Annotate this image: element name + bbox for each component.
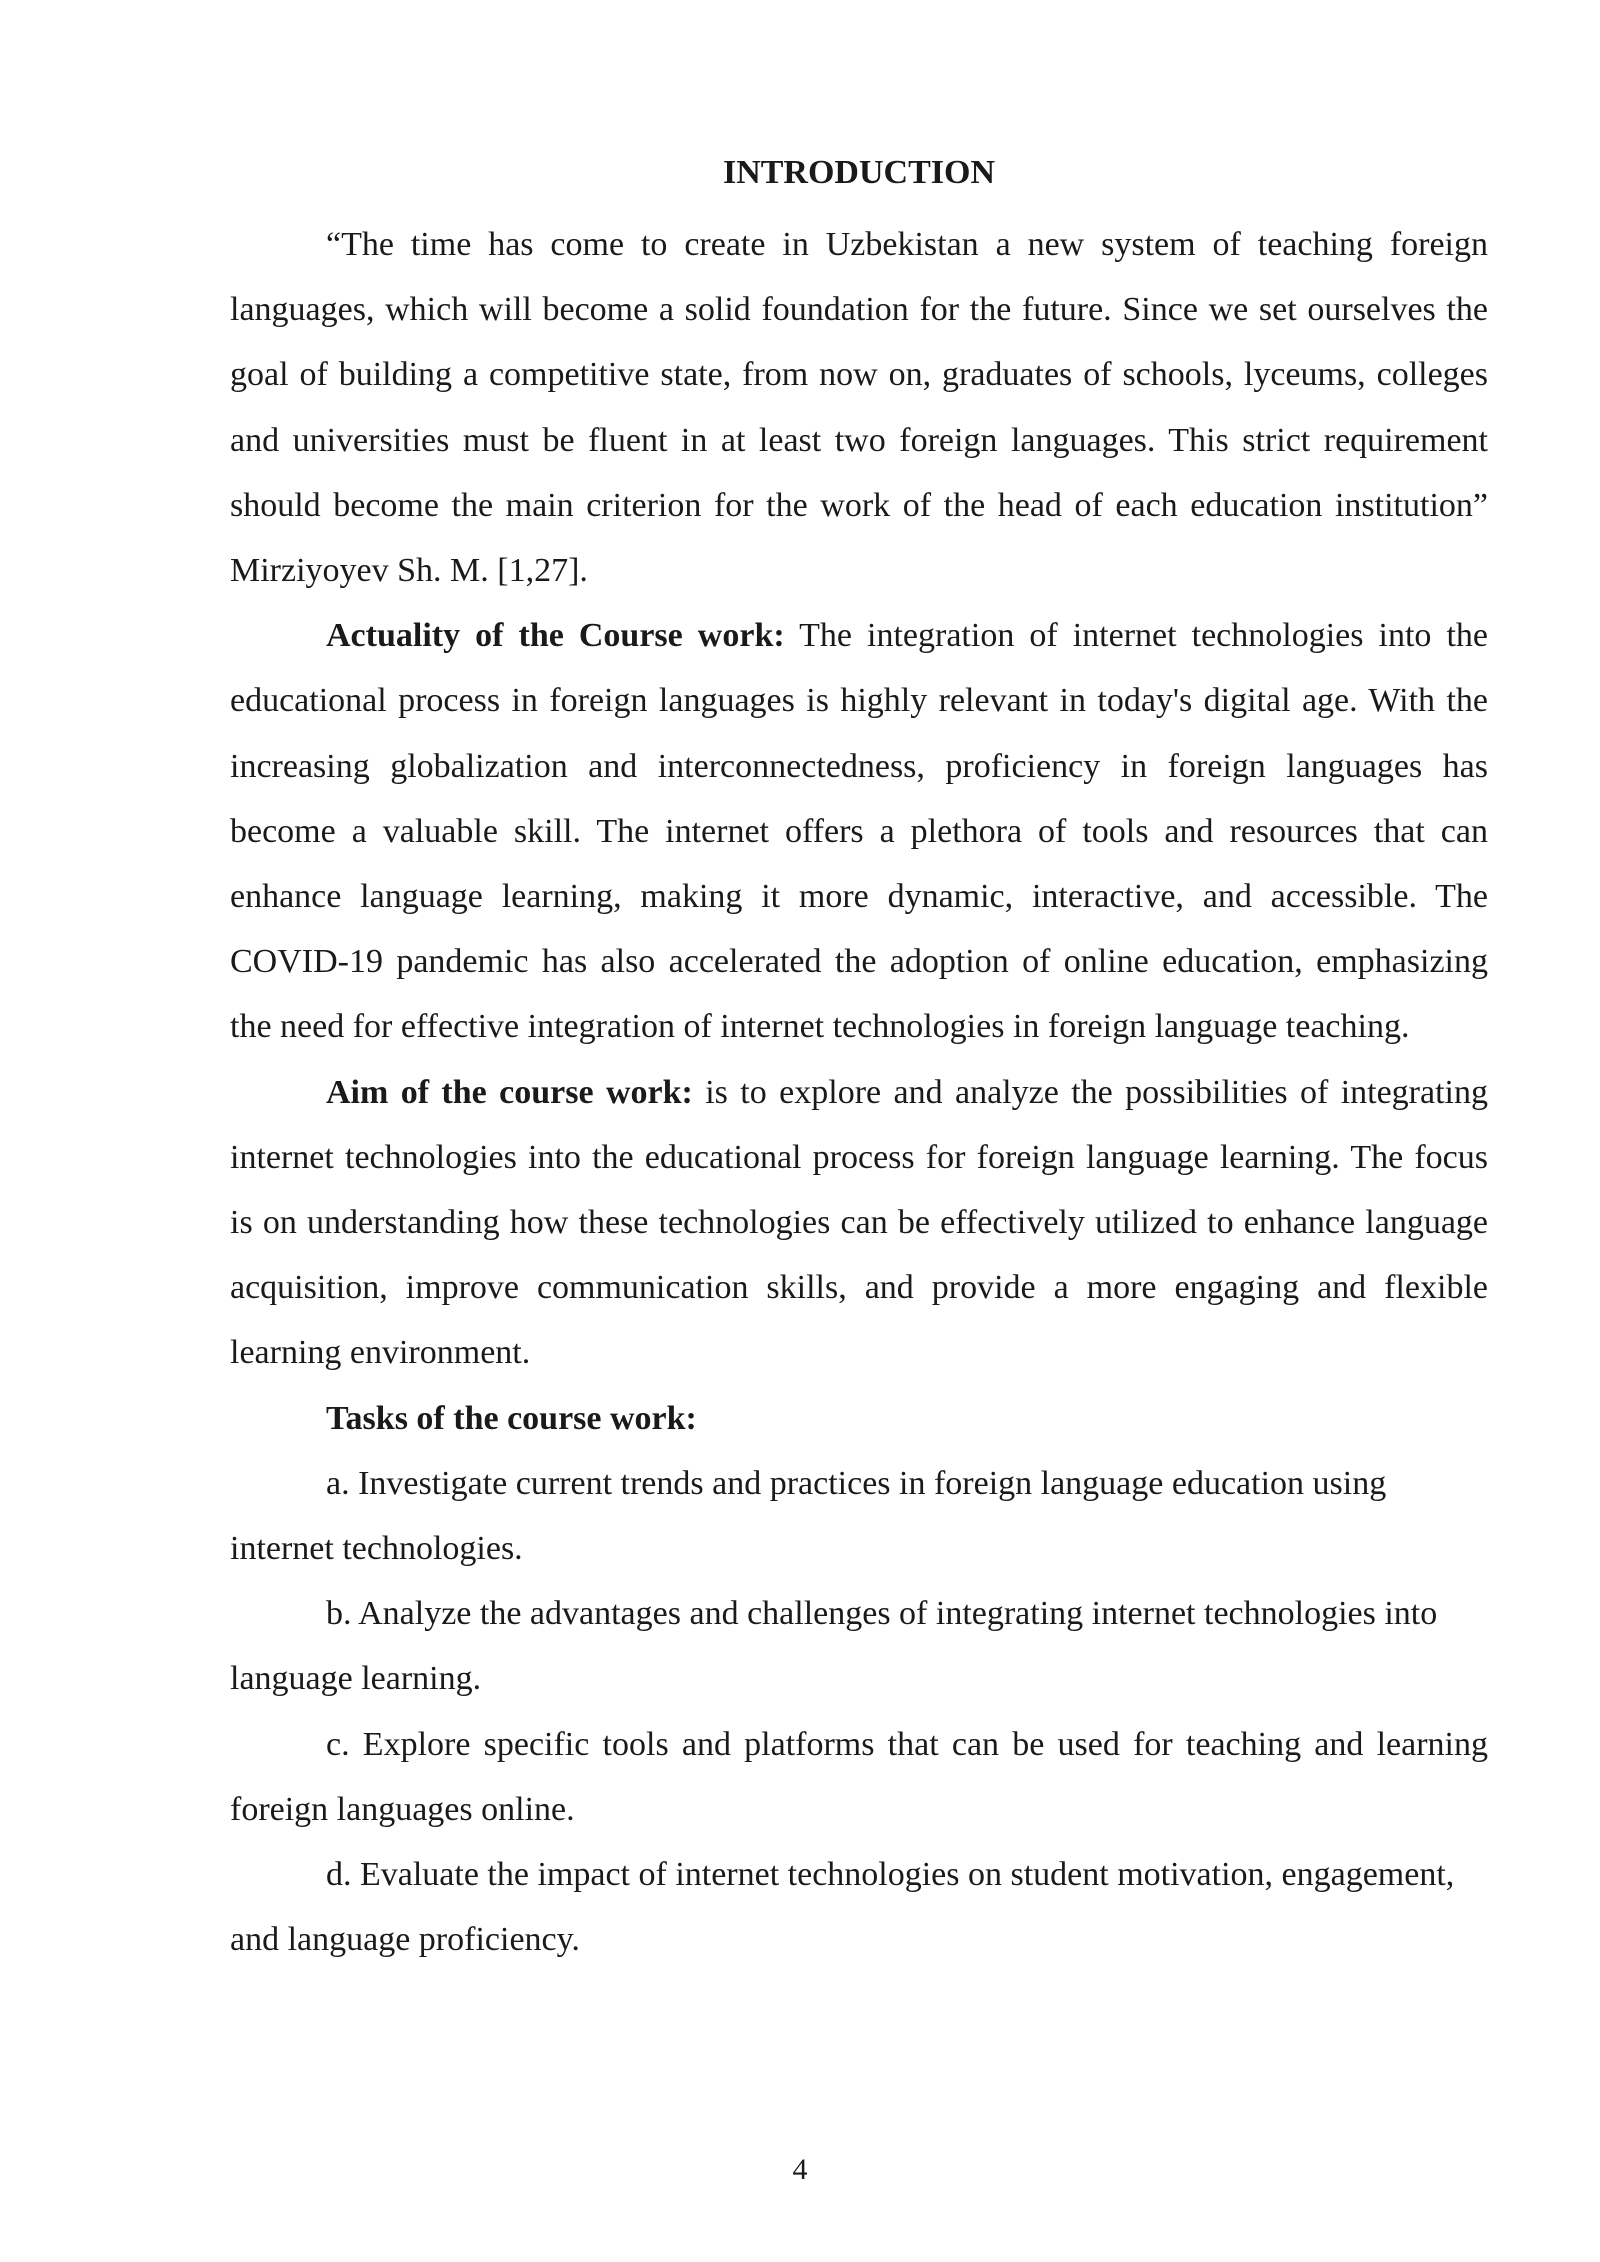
aim-label: Aim of the course work:	[326, 1073, 693, 1111]
task-item-a: a. Investigate current trends and practices in foreign language education using internet technologies.	[230, 1464, 1387, 1568]
actuality-paragraph	[230, 603, 1488, 1059]
aim-paragraph	[230, 1060, 1488, 1386]
page-number: 4	[792, 2153, 808, 2186]
task-item-d: d. Evaluate the impact of internet technologies on student motivation, engagement, and language proficiency.	[230, 1856, 1455, 1959]
task-item-c: c. Explore specific tools and platforms that can be used for teaching and learning foreign languages online.	[230, 1725, 1488, 1828]
actuality-label: Actuality of the Course work:	[326, 617, 785, 655]
document-page	[230, 148, 1488, 1972]
page-title: INTRODUCTION	[722, 154, 996, 191]
aim-text: is to explore and analyze the possibilities of integrating internet technologies into the educational process for foreign language learning. The focus is on understanding how these technologies can be effectively utilized to enhance language acquisition, improve communication skills, and provide a more engaging and flexible learning environment.	[230, 1073, 1488, 1372]
actuality-text: The integration of internet technologies into the educational process in foreign languages is highly relevant in today's digital age. With the increasing globalization and interconnectedness, proficiency in foreign languages has become a valuable skill. The internet offers a plethora of tools and resources that can enhance language learning, making it more dynamic, interactive, and accessible. The COVID-19 pandemic has also accelerated the adoption of online education, emphasizing the need for effective integration of internet technologies in foreign language teaching.	[230, 617, 1488, 1046]
intro-quote-paragraph: “The time has come to create in Uzbekistan a new system of teaching foreign languages, which will become a solid foundation for the future. Since we set ourselves the goal of building a competitive state, from now on, graduates of schools, lyceums, colleges and universities must be fluent in at least two foreign languages. This strict requirement should become the main criterion for the work of the head of each education institution” Mirziyoyev Sh. M. [1,27].	[230, 226, 1488, 590]
tasks-heading	[230, 1386, 1488, 1451]
task-item-b: b. Analyze the advantages and challenges of integrating internet technologies into language learning.	[230, 1595, 1438, 1698]
tasks-label: Tasks of the course work:	[326, 1399, 697, 1437]
